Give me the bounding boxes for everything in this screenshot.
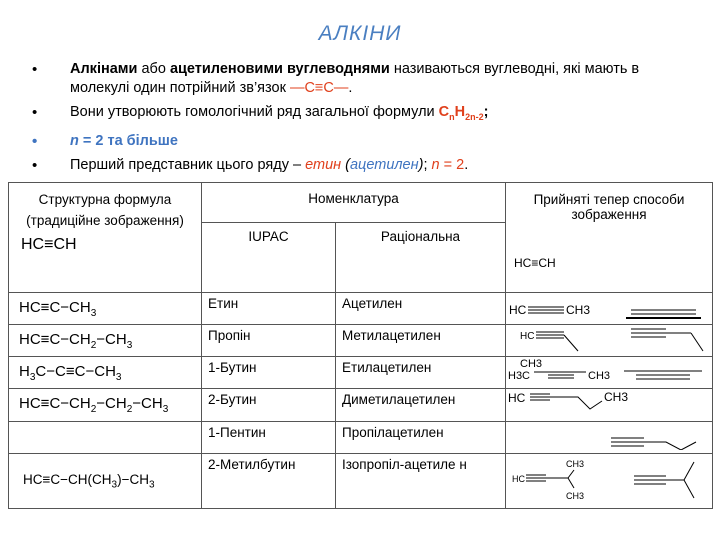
n-italic-2: n: [431, 156, 440, 173]
structural-formula: [19, 363, 121, 383]
f: −: [121, 472, 130, 487]
triple-bond-text: —С≡С—: [289, 80, 349, 96]
formula-n: n: [449, 111, 455, 122]
f: HC: [19, 331, 41, 348]
text-sep: ;: [423, 156, 432, 173]
f: ): [117, 472, 122, 487]
bond-line: [568, 470, 574, 478]
f: HC: [19, 395, 41, 412]
hf-c: CH: [53, 236, 77, 253]
table-row: [9, 422, 713, 454]
skeletal-cell: [506, 357, 713, 389]
f: CH: [105, 331, 127, 348]
f: ≡: [40, 331, 50, 348]
formula-c: С: [438, 104, 450, 120]
structural-formula-cell: [9, 293, 202, 325]
bond-line: [684, 462, 694, 480]
first-member-text: Перший представник цього ряду –: [70, 156, 306, 173]
term-alkynes: Алкінами: [70, 61, 138, 77]
structural-formula-cell: [9, 357, 202, 389]
f: HC: [23, 472, 43, 487]
n-rest: = 2 та більше: [78, 132, 178, 149]
f: −: [132, 395, 142, 412]
bond-line: [691, 333, 703, 351]
acetylene-name: ацетилен: [349, 156, 419, 173]
bullet-dot: •: [32, 156, 38, 174]
f: CH(CH: [68, 472, 112, 487]
general-formula-text: Вони утворюють гомологічний ряд загальної формули: [70, 104, 439, 120]
f: ≡: [42, 472, 51, 487]
alkynes-table: [8, 182, 713, 509]
header-structural-label: Структурна формула: [38, 192, 172, 207]
bullet-dot: •: [32, 61, 38, 78]
n-italic: n: [70, 132, 79, 149]
f: CH: [105, 395, 127, 412]
skel-hc: HC: [512, 474, 526, 484]
text-period: .: [348, 80, 353, 96]
ethyne-name: етин: [305, 156, 342, 173]
hf-b: ≡: [44, 236, 54, 253]
skeletal-formula-propyne-label: [506, 293, 713, 321]
skel-ch3: CH3: [566, 303, 591, 317]
structural-formula-cell: [9, 325, 202, 357]
f: −: [96, 331, 106, 348]
rational-name: Метилацетилен: [336, 325, 506, 357]
text-period: .: [464, 156, 469, 173]
f: CH: [69, 299, 91, 316]
header-acetylene-formula: [15, 236, 195, 254]
paren-close: ): [418, 156, 424, 173]
structural-formula: [19, 299, 96, 319]
bullet-general-formula: [30, 103, 700, 127]
header-modern-ways-label: Прийняті тепер способи зображення: [533, 192, 685, 222]
table-row: [9, 389, 713, 422]
header-rational: Раціональна: [336, 223, 506, 293]
f: 2: [90, 404, 97, 415]
f: −: [46, 363, 56, 380]
text-semicolon: ;: [483, 104, 489, 120]
skel-ch3-bottom: CH3: [566, 491, 585, 501]
f: −: [85, 363, 95, 380]
bullet-list: [30, 60, 700, 180]
f: H: [19, 363, 30, 380]
f: C: [49, 331, 61, 348]
table-row: [9, 293, 713, 325]
f: 3: [29, 372, 36, 383]
formula-h: H: [454, 104, 466, 120]
f: 3: [115, 372, 122, 383]
f: −: [96, 395, 106, 412]
skeletal-formula-dimethyl: [506, 357, 713, 385]
header-iupac: IUPAC: [202, 223, 336, 293]
f: C: [50, 472, 61, 487]
skeletal-cell: [506, 293, 713, 325]
skel-ch3-top: CH3: [566, 459, 585, 469]
skel-ch3-top: CH3: [520, 358, 543, 370]
structural-formula-cell: [9, 389, 202, 422]
bullet-dot: •: [32, 104, 38, 121]
iupac-name: Етин: [202, 293, 336, 325]
header-modern-ways: [506, 183, 713, 293]
skeletal-formula-methylbutyne: [506, 454, 713, 505]
f: CH: [69, 331, 91, 348]
f: HC: [19, 299, 41, 316]
bullet-n-value: [30, 132, 700, 151]
structural-formula-cell: [9, 422, 202, 454]
iupac-name: 1-Пентин: [202, 422, 336, 454]
f: −: [60, 395, 70, 412]
f: 3: [126, 340, 133, 351]
skeletal-cell: [506, 422, 713, 454]
term-acetylenic: ацетиленовими вуглеводнями: [169, 61, 390, 77]
f: 3: [111, 479, 118, 491]
f: 2: [90, 340, 97, 351]
skeletal-cell: [506, 325, 713, 357]
skel-ch3: CH3: [588, 370, 611, 382]
structural-formula-cell: [9, 454, 202, 509]
header-structural-sub: (традиційне зображення): [26, 213, 184, 228]
rational-name: Диметилацетилен: [336, 389, 506, 422]
bond-line: [564, 335, 578, 351]
iupac-name: 1-Бутин: [202, 357, 336, 389]
structural-formula: [19, 395, 168, 415]
hf-a: HC: [21, 236, 45, 253]
header-modern-formula: HC≡CH: [514, 256, 556, 270]
bond-line: [684, 480, 694, 498]
general-formula: [439, 104, 484, 120]
skel-h3c: H3C: [508, 370, 531, 382]
rational-name: Ізопропіл-ацетиле н: [336, 454, 506, 509]
header-nomenclature: Номенклатура: [202, 183, 506, 223]
f: CH: [69, 395, 91, 412]
f: C: [55, 363, 66, 380]
iupac-name: 2-Бутин: [202, 389, 336, 422]
structural-formula: [19, 331, 132, 351]
f: −: [60, 331, 70, 348]
skeletal-formula-pentyne: [506, 422, 713, 450]
skel-ch3: CH3: [604, 390, 629, 404]
skel-hc: HC: [508, 391, 526, 405]
paren-open: (: [341, 156, 350, 173]
bullet-first-member: [30, 156, 700, 175]
header-structural: [9, 183, 202, 293]
skel-hc: HC: [520, 331, 535, 342]
table-row: [9, 357, 713, 389]
f: −: [60, 472, 69, 487]
rational-name: Пропілацетилен: [336, 422, 506, 454]
bullet-dot: •: [32, 132, 38, 150]
f: 3: [90, 308, 97, 319]
skeletal-formula-butyne: [506, 325, 713, 353]
skel-hc: HC: [509, 303, 527, 317]
skeletal-cell: [506, 454, 713, 509]
bond-line: [644, 442, 696, 450]
f: 3: [162, 404, 169, 415]
f: CH: [141, 395, 163, 412]
n-eq: = 2: [439, 156, 465, 173]
rational-name: Ацетилен: [336, 293, 506, 325]
iupac-name: 2-Метилбутин: [202, 454, 336, 509]
f: C: [49, 395, 61, 412]
f: ≡: [40, 299, 50, 316]
slide-title: АЛКІНИ: [318, 22, 402, 45]
f: C: [49, 299, 61, 316]
definition-text: називаються вуглеводні, які мають в молекулі один потрійний зв’язок: [70, 61, 640, 96]
iupac-name: Пропін: [202, 325, 336, 357]
table-row: [9, 454, 713, 509]
f: CH: [129, 472, 149, 487]
text-or: або: [137, 61, 170, 77]
structural-formula: [23, 472, 155, 491]
f: −: [60, 299, 70, 316]
bond-line: [550, 397, 602, 409]
bond-line: [568, 478, 574, 488]
f: CH: [94, 363, 116, 380]
f: ≡: [40, 395, 50, 412]
f: ≡: [65, 363, 75, 380]
f: C: [74, 363, 86, 380]
rational-name: Етилацетилен: [336, 357, 506, 389]
f: 3: [148, 479, 155, 491]
formula-2n2: 2n-2: [465, 111, 484, 122]
table-row: [9, 325, 713, 357]
bullet-definition: [30, 60, 700, 98]
skeletal-formula-pentyne-label: [506, 389, 713, 418]
skeletal-cell: [506, 389, 713, 422]
f: 2: [126, 404, 133, 415]
f: C: [35, 363, 47, 380]
